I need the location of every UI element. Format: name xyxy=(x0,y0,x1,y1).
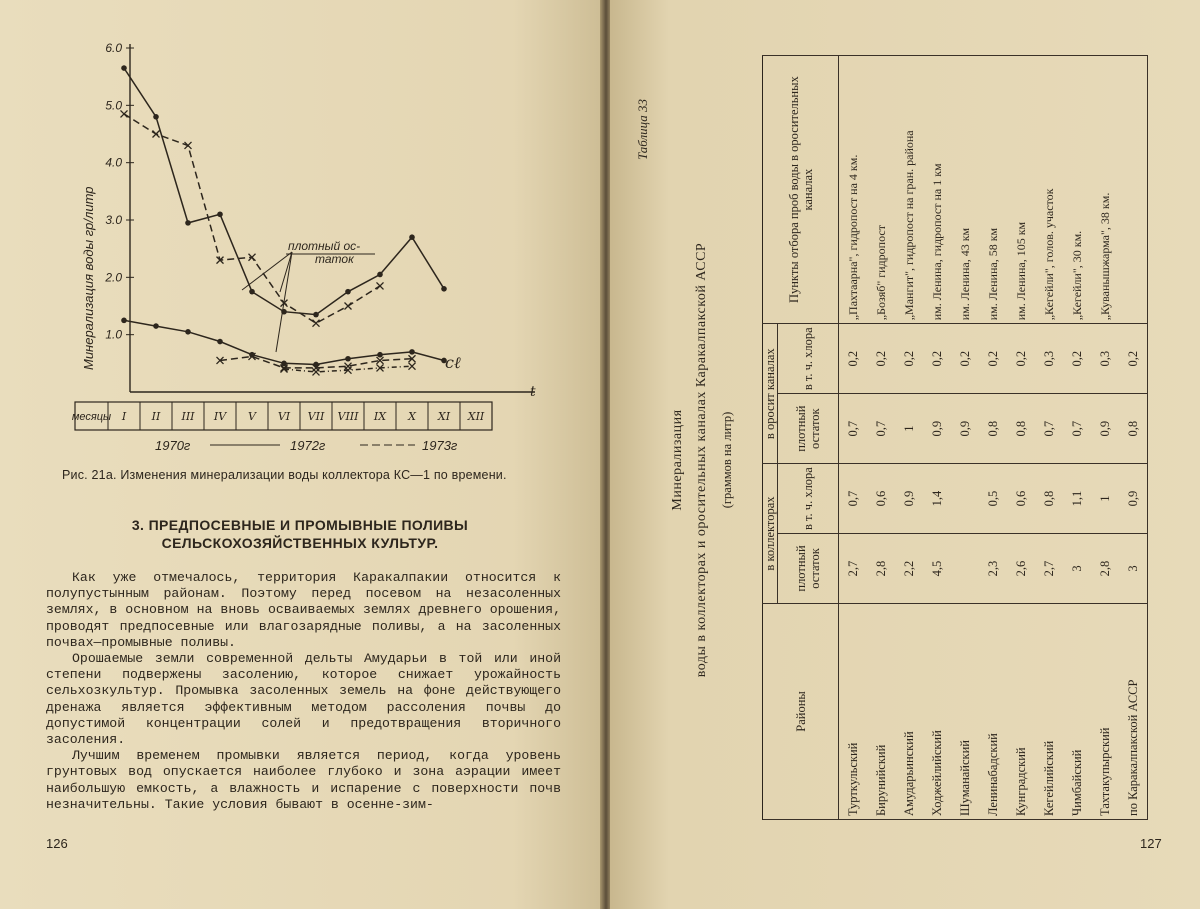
collector-chlorine-cell: 1 xyxy=(1091,464,1119,534)
sampling-point-cell xyxy=(1119,56,1148,324)
collector-chlorine-cell: 0,9 xyxy=(1119,464,1148,534)
month-label: IX xyxy=(373,410,387,423)
rotated-table-container xyxy=(620,60,1200,860)
month-label: II xyxy=(151,410,161,423)
paragraph: Как уже отмечалось, территория Каракалпакии относится к полупустынным районам. Поэтому перед посевом на незасоленных землях, в основном на вновь осваиваемых землях древнего орошения, проводят предпосевные или влагозарядные поливы, а на засоленных почвах—промывные поливы. xyxy=(46,570,561,650)
region-cell: Турткульский xyxy=(839,603,868,819)
table-row xyxy=(895,56,923,820)
table-row xyxy=(1035,56,1063,820)
canal-dense-cell: 0,7 xyxy=(1035,394,1063,464)
collector-chlorine-cell: 0,7 xyxy=(839,464,868,534)
collector-chlorine-cell: 0,9 xyxy=(895,464,923,534)
annotation-pointer xyxy=(280,252,292,292)
data-point xyxy=(153,323,159,329)
table-row xyxy=(923,56,951,820)
data-point-cross xyxy=(185,142,192,149)
month-label: I xyxy=(121,410,127,423)
month-label: III xyxy=(181,410,195,423)
region-cell: Чимбайский xyxy=(1063,603,1091,819)
sampling-point-cell: „Кегейли", голов. участок xyxy=(1035,56,1063,324)
figure-21a xyxy=(30,30,570,470)
header-collectors: в коллекторах xyxy=(763,464,778,604)
sampling-point-cell: „Мангит", гидропост на гран. района xyxy=(895,56,923,324)
header-canals: в оросит каналах xyxy=(763,324,778,464)
region-cell: Кегейлийский xyxy=(1035,603,1063,819)
collector-dense-cell: 2,8 xyxy=(867,534,895,604)
table-row xyxy=(951,56,979,820)
data-point xyxy=(409,349,415,355)
data-point xyxy=(121,318,127,324)
table-row xyxy=(1007,56,1035,820)
year-1973: 1973г xyxy=(422,438,458,453)
data-point-cross xyxy=(345,303,352,310)
sampling-point-cell: „Пахтаарна", гидропост на 4 км. xyxy=(839,56,868,324)
sampling-point-cell: им. Ленина, 43 км xyxy=(951,56,979,324)
collector-chlorine-cell: 1,4 xyxy=(923,464,951,534)
region-cell: Бирунийский xyxy=(867,603,895,819)
header-chlorine: в т. ч. хлора xyxy=(778,324,839,394)
canal-chlorine-cell: 0,3 xyxy=(1091,324,1119,394)
page-number-right: 127 xyxy=(1140,836,1162,851)
region-cell: Амударьинский xyxy=(895,603,923,819)
canal-dense-cell: 0,7 xyxy=(867,394,895,464)
data-point-cross xyxy=(313,320,320,327)
canal-dense-cell: 0,8 xyxy=(1119,394,1148,464)
region-cell: по Каракалпакской АССР xyxy=(1119,603,1148,819)
y-tick-label: 5.0 xyxy=(105,98,122,113)
region-cell: Ходжейлийский xyxy=(923,603,951,819)
series-line-2 xyxy=(124,320,444,364)
canal-chlorine-cell: 0,2 xyxy=(839,324,868,394)
sampling-point-cell: им. Ленина, 58 км xyxy=(979,56,1007,324)
collector-dense-cell: 2,7 xyxy=(839,534,868,604)
header-dense-residue: плотный остаток xyxy=(778,534,839,604)
table-row xyxy=(839,56,868,820)
annotation-text-1: плотный ос- xyxy=(288,239,361,253)
month-label: IV xyxy=(213,410,227,423)
collector-dense-cell: 2,7 xyxy=(1035,534,1063,604)
year-1972: 1972г xyxy=(290,438,326,453)
collector-chlorine-cell: 0,6 xyxy=(1007,464,1035,534)
collector-chlorine-cell: 1,1 xyxy=(1063,464,1091,534)
canal-chlorine-cell: 0,2 xyxy=(1063,324,1091,394)
canal-dense-cell: 0,8 xyxy=(1007,394,1035,464)
data-point xyxy=(185,329,191,335)
collector-dense-cell: 4,5 xyxy=(923,534,951,604)
canal-dense-cell: 0,9 xyxy=(1091,394,1119,464)
data-point xyxy=(313,312,319,318)
month-label: XI xyxy=(437,410,451,423)
canal-chlorine-cell: 0,2 xyxy=(979,324,1007,394)
collector-chlorine-cell: 0,6 xyxy=(867,464,895,534)
year-1970: 1970г xyxy=(155,438,191,453)
annotation-text-2: таток xyxy=(315,252,354,266)
table-row xyxy=(867,56,895,820)
sampling-point-cell: „Куванышжарма", 38 км. xyxy=(1091,56,1119,324)
table-label: Таблица 33 xyxy=(635,98,650,160)
section-title-line-1: 3. ПРЕДПОСЕВНЫЕ И ПРОМЫВНЫЕ ПОЛИВЫ xyxy=(131,517,469,533)
data-point-cross xyxy=(121,110,128,117)
month-label: VII xyxy=(307,410,325,423)
collector-dense-cell: 2,6 xyxy=(1007,534,1035,604)
data-point xyxy=(217,339,223,345)
body-text xyxy=(46,570,561,813)
figure-caption: Рис. 21а. Изменения минерализации воды коллектора КС—1 по времени. xyxy=(62,468,507,482)
data-point-cross xyxy=(377,282,384,289)
canal-chlorine-cell: 0,2 xyxy=(895,324,923,394)
table-title-line-1: Минерализация xyxy=(670,409,685,511)
data-point xyxy=(185,220,191,226)
collector-dense-cell: 2,2 xyxy=(895,534,923,604)
table-body xyxy=(839,56,1148,820)
canal-chlorine-cell: 0,2 xyxy=(951,324,979,394)
data-point xyxy=(121,65,127,71)
canal-dense-cell: 0,9 xyxy=(951,394,979,464)
sampling-point-cell: им. Ленина, 105 км xyxy=(1007,56,1035,324)
region-cell: Ленинабадский xyxy=(979,603,1007,819)
collector-dense-cell xyxy=(951,534,979,604)
table-row xyxy=(1063,56,1091,820)
table-row xyxy=(1091,56,1119,820)
header-regions: Районы xyxy=(763,603,839,819)
cl-label: cℓ xyxy=(445,353,461,372)
mineralization-chart xyxy=(30,30,570,470)
months-label: месяцы xyxy=(71,411,112,423)
y-axis-label: Минерализация воды гр/литр xyxy=(81,186,96,370)
collector-dense-cell: 2,8 xyxy=(1091,534,1119,604)
region-cell: Кунградский xyxy=(1007,603,1035,819)
data-point xyxy=(409,234,415,240)
data-point xyxy=(217,211,223,217)
data-point-cross xyxy=(313,368,320,375)
sampling-point-cell: „Кегейли", 30 км. xyxy=(1063,56,1091,324)
sampling-point-cell: им. Ленина, гидропост на 1 км xyxy=(923,56,951,324)
paragraph: Лучшим временем промывки является период, когда уровень грунтовых вод опускается наиболее глубоко и зона аэрации имеет наибольшую емкость, а влажность и испарение с поверхности почв незначительны. Такие условия бывают в осенне-зим- xyxy=(46,748,561,812)
mineralization-table xyxy=(762,55,1148,820)
sampling-point-cell: „Бозяб" гидропост xyxy=(867,56,895,324)
canal-dense-cell: 1 xyxy=(895,394,923,464)
data-point xyxy=(345,289,351,295)
data-point xyxy=(441,286,447,292)
data-point xyxy=(377,272,383,278)
canal-chlorine-cell: 0,3 xyxy=(1035,324,1063,394)
data-point xyxy=(377,352,383,358)
canal-dense-cell: 0,7 xyxy=(839,394,868,464)
section-title xyxy=(100,516,500,552)
table-title-units: (граммов на литр) xyxy=(720,411,734,509)
canal-chlorine-cell: 0,2 xyxy=(923,324,951,394)
header-chlorine: в т. ч. хлора xyxy=(778,464,839,534)
table-row xyxy=(1119,56,1148,820)
canal-chlorine-cell: 0,2 xyxy=(1119,324,1148,394)
header-points: Пункты отбора проб воды в оросительных каналах xyxy=(763,56,839,324)
data-point xyxy=(153,114,159,120)
month-label: V xyxy=(248,410,256,423)
y-tick-label: 1.0 xyxy=(105,327,122,342)
table-title-line-2: воды в коллекторах и оросительных каналах Каракалпакской АССР xyxy=(694,242,709,678)
collector-dense-cell: 3 xyxy=(1063,534,1091,604)
data-point xyxy=(249,289,255,295)
collector-chlorine-cell xyxy=(951,464,979,534)
y-tick-label: 4.0 xyxy=(105,155,122,170)
data-point-cross xyxy=(409,363,416,370)
month-label: VIII xyxy=(337,410,359,423)
region-cell: Шуманайский xyxy=(951,603,979,819)
collector-dense-cell: 3 xyxy=(1119,534,1148,604)
collector-chlorine-cell: 0,8 xyxy=(1035,464,1063,534)
collector-chlorine-cell: 0,5 xyxy=(979,464,1007,534)
canal-chlorine-cell: 0,2 xyxy=(867,324,895,394)
canal-dense-cell: 0,8 xyxy=(979,394,1007,464)
month-label: X xyxy=(408,410,416,423)
canal-dense-cell: 0,9 xyxy=(923,394,951,464)
page-number-left: 126 xyxy=(46,836,68,851)
collector-dense-cell: 2,3 xyxy=(979,534,1007,604)
t-axis-label: t xyxy=(530,384,536,400)
month-label: XII xyxy=(467,410,485,423)
y-tick-label: 3.0 xyxy=(105,213,122,227)
canal-dense-cell: 0,7 xyxy=(1063,394,1091,464)
y-tick-label: 6.0 xyxy=(105,41,122,55)
paragraph: Орошаемые земли современной дельты Амударьи в той или иной степени подвержены засолению, которое снижает урожайность сельхозкультур. Промывка засоленных земель на фоне действующего дренажа является эффективным методом рассоления почвы до допустимой концентрации солей и предотвращения вторичного засоления. xyxy=(46,651,561,748)
annotation-pointer xyxy=(276,252,292,352)
region-cell: Тахтакупырский xyxy=(1091,603,1119,819)
table-row xyxy=(979,56,1007,820)
month-label: VI xyxy=(277,410,291,423)
y-tick-label: 2.0 xyxy=(105,270,122,285)
section-title-line-2: СЕЛЬСКОХОЗЯЙСТВЕННЫХ КУЛЬТУР. xyxy=(161,535,439,551)
header-dense-residue: плотный остаток xyxy=(778,394,839,464)
canal-chlorine-cell: 0,2 xyxy=(1007,324,1035,394)
data-point-cross xyxy=(153,131,160,138)
data-point xyxy=(345,356,351,362)
